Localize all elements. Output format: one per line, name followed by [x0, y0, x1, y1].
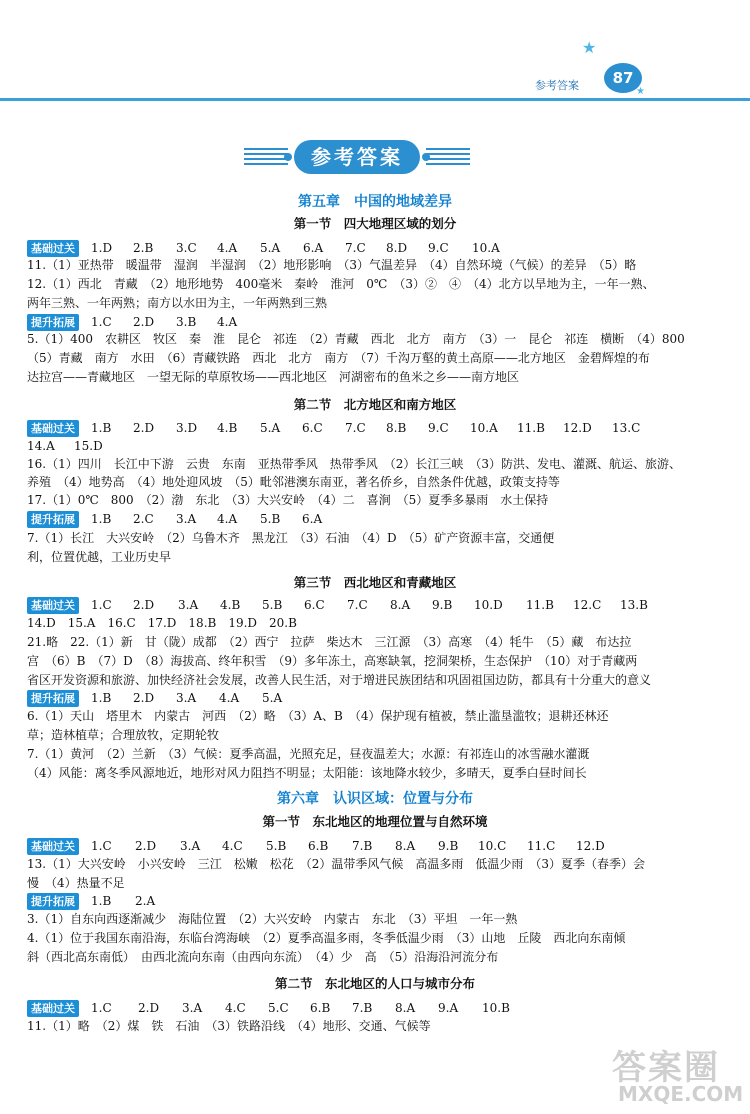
text-line: 养殖 （4）地势高 （4）地处迎风坡 （5）毗邻港澳东南亚，著名侨乡，自然条件优越，政策支持等	[27, 475, 560, 489]
text-line: 11.（1）略 （2）煤 铁 石油 （3）铁路沿线 （4）地形、交通、气候等	[27, 1019, 431, 1033]
star-icon: ★	[636, 86, 645, 97]
section-title: 第一节 四大地理区域的划分	[293, 216, 457, 231]
answer: 12.D	[576, 839, 605, 853]
text-line: （4）风能：离冬季风源地近，地形对风力阻挡不明显；太阳能：该地降水较少，多晴天，夏季白昼时间长	[27, 766, 587, 780]
answer: 3.B	[176, 315, 197, 329]
answer: 2.B	[133, 241, 154, 255]
watermark-url: MXQE.COM	[618, 1082, 744, 1106]
answer: 7.C	[347, 598, 368, 612]
answer: 1.C	[91, 598, 112, 612]
answer: 1.C	[91, 839, 112, 853]
answer: 1.B	[91, 421, 112, 435]
answer: 5.B	[266, 839, 287, 853]
section-title: 第二节 北方地区和南方地区	[293, 397, 457, 412]
text-line: 17.（1）0℃ 800 （2）渤 东北 （3）大兴安岭 （4）二 喜涧 （5）夏季多暴雨 水土保持	[27, 493, 549, 507]
answer: 4.A	[217, 315, 238, 329]
section-title: 第一节 东北地区的地理位置与自然环境	[262, 814, 488, 829]
answer: 9.C	[428, 241, 449, 255]
answer: 6.C	[302, 421, 323, 435]
text-line: 宫 （6）B （7）D （8）海拔高、终年积雪 （9）多年冻土，高寒缺氧，挖洞架桥，生态保护 （10）对于青藏两	[27, 654, 638, 668]
watermark-logo	[612, 1040, 742, 1108]
answer: 3.A	[180, 839, 201, 853]
answer: 13.B	[620, 598, 648, 612]
answer: 8.A	[395, 1001, 416, 1015]
decorative-stripes	[426, 148, 470, 166]
answer: 9.B	[438, 839, 459, 853]
answer: 1.B	[91, 512, 112, 526]
answer: 5.A	[260, 421, 281, 435]
text-line: 省区开发资源和旅游、加快经济社会发展，改善人民生活，对于增进民族团结和巩固祖国边防，都具有十分重大的意义	[27, 673, 652, 687]
basic-tag: 基础过关	[27, 240, 79, 257]
answer: 8.A	[390, 598, 411, 612]
answer: 11.C	[527, 839, 556, 853]
text-line: 12.（1）西北 青藏 （2）地形地势 400毫米 秦岭 淮河 0℃ （3）② ④ （4）北方以旱地为主，一年一熟、	[27, 277, 655, 291]
answer: 4.B	[217, 421, 238, 435]
answer: 5.B	[260, 512, 281, 526]
answer: 5.A	[260, 241, 281, 255]
text-line: 6.（1）天山 塔里木 内蒙古 河西 （2）略 （3）A、B （4）保护现有植被，禁止滥垦滥牧；退耕还林还	[27, 709, 609, 723]
answer: 4.A	[219, 691, 240, 705]
title-banner	[244, 140, 470, 174]
basic-tag: 基础过关	[27, 1000, 79, 1017]
answer: 9.A	[438, 1001, 459, 1015]
answer: 8.B	[386, 421, 407, 435]
answer: 10.D	[474, 598, 503, 612]
text-line: 7.（1）黄河 （2）兰新 （3）气候：夏季高温，光照充足，昼夜温差大；水源：有祁连山的冰雪融水灌溉	[27, 747, 590, 761]
text-line: 13.（1）大兴安岭 小兴安岭 三江 松嫩 松花 （2）温带季风气候 高温多雨 低温少雨 （3）夏季（春季）会	[27, 857, 645, 871]
answer: 3.C	[176, 241, 197, 255]
answer: 2.D	[133, 315, 155, 329]
answer: 6.B	[310, 1001, 331, 1015]
answer: 14.A	[27, 439, 55, 453]
text-line: 16.（1）四川 长江中下游 云贵 东南 亚热带季风 热带季风 （2）长江三峡 （3）防洪、发电、灌溉、航运、旅游、	[27, 457, 681, 471]
basic-tag: 基础过关	[27, 597, 79, 614]
text-line: 草；造林植草；合理放牧，定期轮牧	[27, 728, 220, 742]
text-line: 斜（西北高东南低） 由西北流向东南（由西向东流） （4）少 高 （5）沿海沿河流分布	[27, 950, 499, 964]
text-line: 21.略 22.（1）新 甘（陇）成都 （2）西宁 拉萨 柴达木 三江源 （3）高寒 （4）牦牛 （5）藏 布达拉	[27, 635, 632, 649]
text-line: 两年三熟、一年两熟；南方以水田为主，一年两熟到三熟	[27, 296, 328, 310]
answer: 1.C	[91, 1001, 112, 1015]
answer: 1.C	[91, 315, 112, 329]
answer: 8.A	[395, 839, 416, 853]
answer: 2.D	[133, 691, 155, 705]
answer: 9.C	[428, 421, 449, 435]
answer: 7.B	[352, 1001, 373, 1015]
extension-tag: 提升拓展	[27, 511, 79, 528]
answer: 2.C	[133, 512, 154, 526]
answer: 2.D	[133, 598, 155, 612]
watermark-text: 答案圈	[612, 1048, 720, 1088]
extension-tag: 提升拓展	[27, 314, 79, 331]
answer: 6.A	[303, 241, 324, 255]
text-line: 7.（1）长江 大兴安岭 （2）乌鲁木齐 黑龙江 （3）石油 （4）D （5）矿产资源丰富，交通便	[27, 531, 555, 545]
chapter-title: 第五章 中国的地域差异	[298, 194, 452, 210]
extension-tag: 提升拓展	[27, 893, 79, 910]
section-title: 第二节 东北地区的人口与城市分布	[274, 976, 475, 991]
chapter-title: 第六章 认识区域：位置与分布	[277, 791, 473, 807]
text-line: 3.（1）自东向西逐渐减少 海陆位置 （2）大兴安岭 内蒙古 东北 （3）平坦 一年一熟	[27, 912, 518, 926]
answer: 15.D	[74, 439, 103, 453]
basic-tag: 基础过关	[27, 420, 79, 437]
decorative-stripes	[244, 148, 288, 166]
basic-tag: 基础过关	[27, 838, 79, 855]
answer: 9.B	[432, 598, 453, 612]
answer: 8.D	[386, 241, 408, 255]
page-title: 参考答案	[294, 140, 420, 174]
answer: 5.A	[262, 691, 283, 705]
answer: 6.B	[308, 839, 329, 853]
section-title: 第三节 西北地区和青藏地区	[293, 575, 457, 590]
answer: 2.D	[135, 839, 157, 853]
text-line: 慢 （4）热量不足	[27, 876, 125, 890]
answer: 3.D	[176, 421, 198, 435]
text-line: 达拉宫——青藏地区 一望无际的草原牧场——西北地区 河湖密布的鱼米之乡——南方地区	[27, 370, 520, 384]
answer: 7.C	[345, 421, 366, 435]
answer: 10.A	[472, 241, 500, 255]
text-line: 11.（1）亚热带 暖温带 湿润 半湿润 （2）地形影响 （3）气温差异 （4）自然环境（气候）的差异 （5）略	[27, 258, 637, 272]
answer: 2.A	[135, 894, 156, 908]
answer: 10.A	[470, 421, 498, 435]
answer: 12.C	[573, 598, 602, 612]
answer: 3.A	[176, 691, 197, 705]
answer: 5.B	[262, 598, 283, 612]
answer: 4.A	[217, 241, 238, 255]
answer: 10.C	[478, 839, 507, 853]
answer: 1.D	[91, 241, 113, 255]
answer: 6.A	[302, 512, 323, 526]
answer: 6.C	[304, 598, 325, 612]
answer: 7.C	[345, 241, 366, 255]
answer: 11.B	[517, 421, 545, 435]
answer: 1.B	[91, 691, 112, 705]
page-number: 87	[604, 63, 642, 93]
answer: 11.B	[526, 598, 554, 612]
answer: 4.C	[225, 1001, 246, 1015]
answer: 12.D	[563, 421, 592, 435]
text-line: 利，位置优越，工业历史早	[27, 550, 172, 564]
answer: 3.A	[182, 1001, 203, 1015]
decorative-dot	[284, 153, 292, 161]
header-rule	[0, 98, 750, 101]
answer: 4.B	[220, 598, 241, 612]
answer: 1.B	[91, 894, 112, 908]
text-line: 4.（1）位于我国东南沿海，东临台湾海峡 （2）夏季高温多雨，冬季低温少雨 （3）山地 丘陵 西北向东南倾	[27, 931, 626, 945]
answer: 4.A	[217, 512, 238, 526]
answer: 3.A	[178, 598, 199, 612]
answer: 13.C	[612, 421, 641, 435]
answer: 3.A	[176, 512, 197, 526]
answer: 7.B	[352, 839, 373, 853]
answer: 10.B	[482, 1001, 510, 1015]
answer: 2.D	[133, 421, 155, 435]
extension-tag: 提升拓展	[27, 690, 79, 707]
header-subtitle: 参考答案	[535, 79, 579, 92]
text-line: 14.D 15.A 16.C 17.D 18.B 19.D 20.B	[27, 616, 297, 630]
text-line: （5）青藏 南方 水田 （6）青藏铁路 西北 北方 南方 （7）千沟万壑的黄土高原——北方地区 金碧辉煌的布	[27, 351, 650, 365]
answer: 5.C	[268, 1001, 289, 1015]
answer: 2.D	[138, 1001, 160, 1015]
text-line: 5.（1）400 农耕区 牧区 秦 淮 昆仑 祁连 （2）青藏 西北 北方 南方 （3）一 昆仑 祁连 横断 （4）800	[27, 332, 685, 346]
star-icon: ★	[582, 38, 597, 57]
answer: 4.C	[222, 839, 243, 853]
